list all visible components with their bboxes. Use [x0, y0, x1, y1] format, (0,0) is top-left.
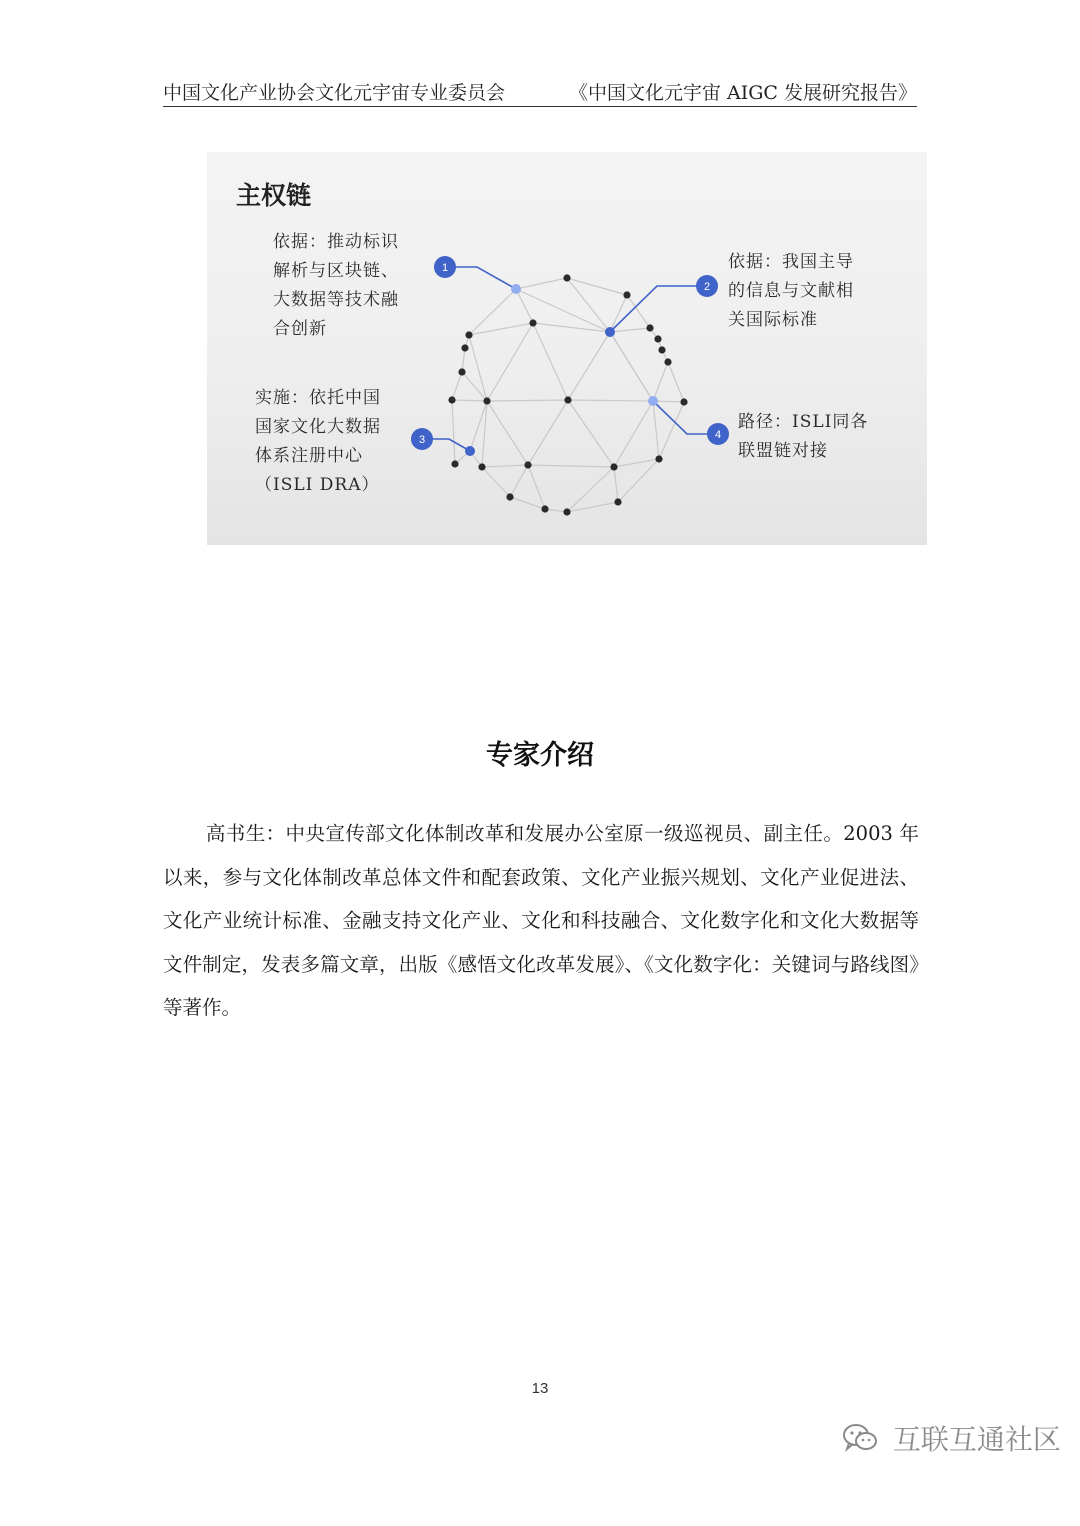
network-node	[451, 460, 458, 467]
network-node	[524, 461, 531, 468]
page-number: 13	[531, 1380, 549, 1397]
network-edge	[653, 401, 659, 459]
network-node	[483, 397, 490, 404]
callout-number-badge-1	[434, 256, 456, 278]
network-edge	[452, 400, 455, 464]
header-organization: 中国文化产业协会文化元宇宙专业委员会	[163, 82, 506, 104]
callout-4	[738, 408, 868, 466]
network-edge	[567, 278, 610, 332]
callout-number-badge-2	[696, 275, 718, 297]
sovereign-chain-figure	[207, 152, 927, 545]
network-node	[564, 396, 571, 403]
network-edge	[528, 465, 545, 509]
callout-number: 3	[418, 434, 426, 446]
header-report-title: 《中国文化元宇宙 AIGC 发展研究报告》	[568, 82, 917, 104]
network-node	[563, 274, 570, 281]
highlighted-node	[605, 327, 615, 337]
highlighted-node	[648, 396, 658, 406]
network-edge	[533, 323, 568, 400]
highlighted-node	[465, 446, 475, 456]
network-node	[658, 346, 665, 353]
network-edge	[567, 278, 627, 295]
network-edge	[516, 278, 567, 289]
network-edge	[568, 400, 614, 467]
callout-line: （ISLI DRA）	[255, 475, 380, 495]
callout-line: 联盟链对接	[738, 441, 828, 461]
network-node	[506, 493, 513, 500]
network-edge	[533, 323, 610, 332]
network-node	[541, 505, 548, 512]
callout-number: 1	[441, 262, 449, 274]
network-edge	[470, 401, 487, 451]
callout-line: 的信息与文献相	[728, 281, 854, 301]
callout-line: 国家文化大数据	[255, 417, 381, 437]
network-edge	[452, 372, 462, 400]
network-edge	[614, 401, 653, 467]
wechat-icon	[842, 1423, 878, 1453]
expert-bio-paragraph: 高书生：中央宣传部文化体制改革和发展办公室原一级巡视员、副主任。2003 年以来，参与文化体制改革总体文件和配套政策、文化产业振兴规划、文化产业促进法、文化产业统计标准、金融支持文化产业、文化和科技融合、文化数字化和文化大数据等文件制定，发表多篇文章，出版《感悟文化改革发展》、《文化数字化：关键词与路线图》等著作。	[163, 822, 919, 1019]
highlighted-node	[511, 284, 521, 294]
figure-title: 主权链	[236, 181, 312, 210]
network-edge	[462, 348, 465, 372]
callout-number-badge-4	[707, 423, 729, 445]
network-edge	[528, 465, 614, 467]
callout-number-badge-3	[411, 428, 433, 450]
network-node	[563, 508, 570, 515]
callout-1	[273, 228, 399, 344]
network-edge	[510, 465, 528, 497]
network-edge	[568, 400, 653, 401]
callout-number: 4	[714, 429, 722, 441]
network-node	[664, 358, 671, 365]
callout-line: 关国际标准	[728, 310, 818, 330]
callout-line: 体系注册中心	[255, 446, 363, 466]
network-edge	[610, 295, 627, 332]
page-header	[163, 76, 917, 107]
network-node	[529, 319, 536, 326]
network-edge	[653, 362, 668, 401]
callout-number: 2	[703, 281, 711, 293]
callout-line: 依据：我国主导	[728, 252, 854, 272]
callout-line: 解析与区块链、	[273, 261, 399, 281]
callout-3	[255, 384, 381, 500]
network-edge	[668, 362, 684, 402]
callout-line: 依据：推动标识	[273, 232, 399, 252]
network-edge	[482, 465, 528, 467]
network-node	[610, 463, 617, 470]
callout-line: 实施：依托中国	[255, 388, 381, 408]
section-title: 专家介绍	[486, 740, 594, 771]
network-edge	[487, 400, 568, 401]
network-node	[623, 291, 630, 298]
callout-leader-line	[446, 267, 516, 289]
network-edge	[487, 323, 533, 401]
network-edge	[567, 467, 614, 512]
callout-2	[728, 248, 854, 335]
watermark	[842, 1418, 1061, 1466]
callout-line: 路径：ISLI同各	[738, 412, 869, 432]
network-node	[478, 463, 485, 470]
network-node	[680, 398, 687, 405]
network-node	[458, 368, 465, 375]
network-edge	[610, 332, 653, 401]
network-edge	[487, 401, 528, 465]
network-edge	[568, 332, 610, 400]
network-edge	[614, 467, 618, 502]
network-edge	[516, 289, 533, 323]
network-node	[465, 331, 472, 338]
network-node	[461, 344, 468, 351]
network-edge	[567, 502, 618, 512]
network-node	[614, 498, 621, 505]
network-edge	[510, 497, 545, 509]
network-node	[655, 455, 662, 462]
network-node	[448, 396, 455, 403]
network-edge	[528, 400, 568, 465]
network-edge	[482, 401, 487, 467]
callout-line: 合创新	[273, 319, 327, 339]
callout-line: 大数据等技术融	[273, 290, 399, 310]
network-edge	[452, 400, 487, 401]
network-edge	[482, 467, 510, 497]
network-node	[646, 324, 653, 331]
network-edge	[516, 289, 610, 332]
network-edge	[610, 328, 650, 332]
watermark-text: 互联互通社区	[892, 1423, 1061, 1456]
network-node	[654, 335, 661, 342]
